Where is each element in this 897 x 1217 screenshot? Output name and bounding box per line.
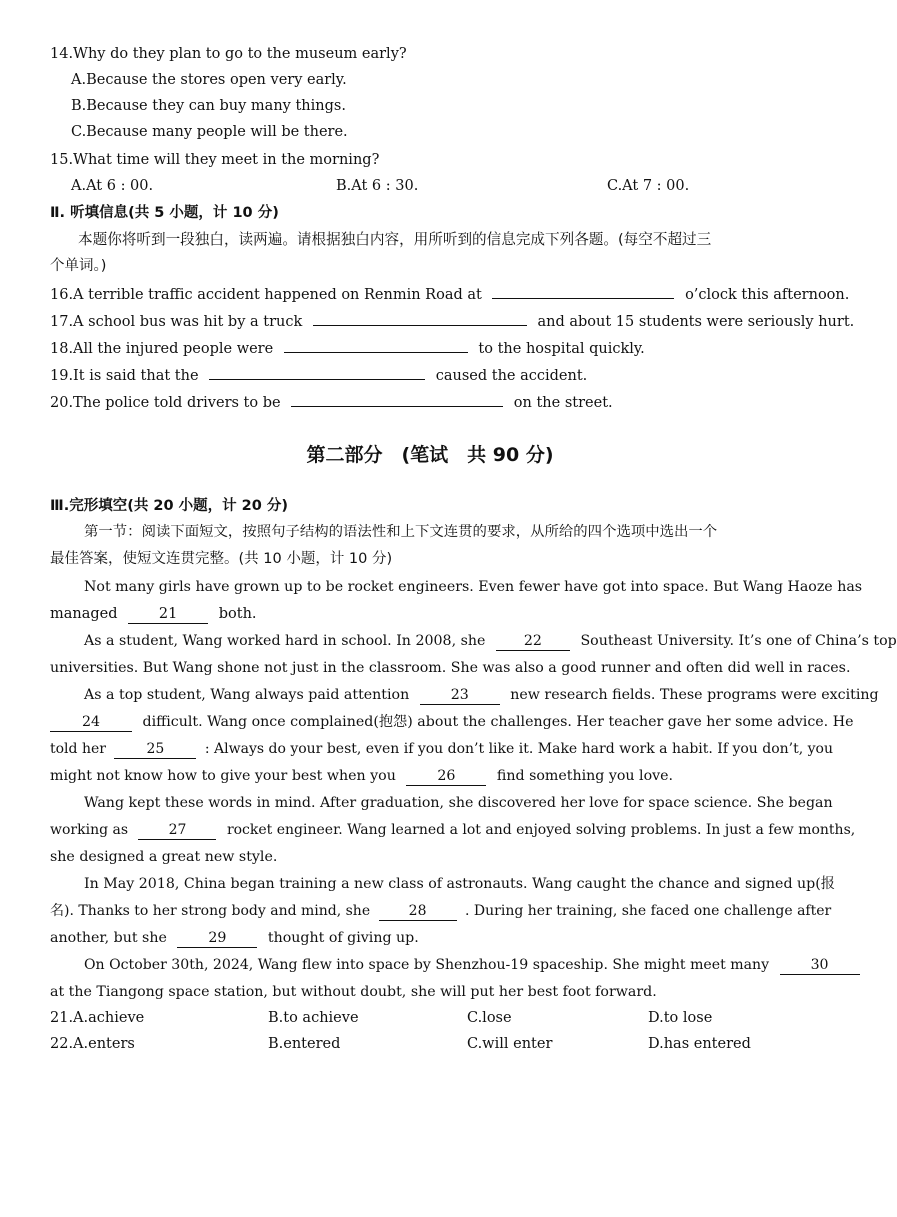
section-3-instruction-line2: 最佳答案，使短文连贯完整。(共 10 小题，计 10 分)	[50, 551, 393, 567]
passage-text: As a student, Wang worked hard in school. In 2008, she	[84, 633, 486, 649]
question-22-option-b: B.entered	[268, 1036, 341, 1052]
blank-25[interactable]: 25	[114, 740, 196, 759]
question-14-option-b: B.Because they can buy many things.	[71, 98, 346, 114]
section-2-heading: Ⅱ. 听填信息(共 5 小题，计 10 分)	[50, 205, 279, 221]
question-21-option-b: B.to achieve	[268, 1010, 359, 1026]
question-22-option-c: C.will enter	[467, 1036, 553, 1052]
blank-26[interactable]: 26	[406, 767, 486, 786]
question-17-before: 17.A school bus was hit by a truck	[50, 314, 303, 330]
question-20	[50, 391, 613, 413]
question-18-before: 18.All the injured people were	[50, 341, 274, 357]
question-18	[50, 337, 645, 359]
blank-28[interactable]: 28	[379, 902, 457, 921]
blank-30[interactable]: 30	[780, 956, 860, 975]
passage-p2-line2: universities. But Wang shone not just in the classroom. She was also a good runner and often did well in races.	[50, 660, 851, 676]
passage-p5-line1: In May 2018, China began training a new class of astronauts. Wang caught the chance and signed up(报	[84, 876, 835, 892]
blank-22[interactable]: 22	[496, 632, 570, 651]
passage-text: . During her training, she faced one challenge after	[465, 903, 832, 919]
passage-text: told her	[50, 741, 106, 757]
passage-text: working as	[50, 822, 129, 838]
section-2-instruction-line1: 本题你将听到一段独白，读两遍。请根据独白内容，用所听到的信息完成下列各题。(每空不超过三	[78, 231, 712, 248]
passage-text: managed	[50, 606, 118, 622]
passage-text: Southeast University. It’s one of China’s top	[580, 633, 897, 649]
blank-29[interactable]: 29	[177, 929, 257, 948]
answer-blank-20[interactable]	[291, 391, 503, 407]
question-17	[50, 310, 854, 332]
passage-text: difficult. Wang once complained(抱怨) about the challenges. Her teacher gave her some advice. He	[142, 714, 854, 730]
passage-text: : Always do your best, even if you don’t like it. Make hard work a habit. If you don’t, you	[204, 741, 833, 757]
passage-text: thought of giving up.	[267, 930, 419, 946]
blank-27[interactable]: 27	[138, 821, 216, 840]
passage-text: On October 30th, 2024, Wang flew into space by Shenzhou-19 spaceship. She might meet many	[84, 957, 770, 973]
section-3-instruction-line1: 第一节：阅读下面短文，按照句子结构的语法性和上下文连贯的要求，从所给的四个选项中选出一个	[84, 524, 718, 540]
question-18-after: to the hospital quickly.	[478, 341, 645, 357]
passage-p3-line2	[50, 712, 853, 732]
passage-text: rocket engineer. Wang learned a lot and enjoyed solving problems. In just a few months,	[226, 822, 856, 838]
part-2-title: 第二部分 (笔试 共 90 分)	[306, 444, 554, 466]
passage-text: find something you love.	[496, 768, 674, 784]
passage-p4-line3: she designed a great new style.	[50, 849, 278, 865]
passage-p3-line3	[50, 739, 833, 759]
passage-text: As a top student, Wang always paid attention	[84, 687, 410, 703]
passage-text: new research fields. These programs were exciting	[510, 687, 879, 703]
question-16-before: 16.A terrible traffic accident happened on Renmin Road at	[50, 287, 482, 303]
question-15-option-c: C.At 7 : 00.	[607, 178, 690, 194]
section-2-instruction-line2: 个单词。)	[50, 258, 107, 274]
question-14-option-a: A.Because the stores open very early.	[71, 72, 347, 88]
passage-p5-line3	[50, 928, 419, 948]
question-15-option-a: A.At 6 : 00.	[71, 178, 154, 194]
answer-blank-19[interactable]	[209, 364, 425, 380]
passage-p1-line2	[50, 604, 257, 624]
question-15-option-b: B.At 6 : 30.	[336, 178, 419, 194]
blank-21[interactable]: 21	[128, 605, 208, 624]
question-15-stem: 15.What time will they meet in the morning?	[50, 152, 380, 168]
question-16-after: o’clock this afternoon.	[685, 287, 850, 303]
passage-p6-line2: at the Tiangong space station, but without doubt, she will put her best foot forward.	[50, 984, 657, 1000]
passage-text: might not know how to give your best when you	[50, 768, 396, 784]
answer-blank-16[interactable]	[492, 283, 674, 299]
question-14-option-c: C.Because many people will be there.	[71, 124, 348, 140]
question-19-before: 19.It is said that the	[50, 368, 199, 384]
passage-p6-line1	[84, 955, 860, 975]
passage-text: both.	[218, 606, 257, 622]
passage-p5-line2	[50, 901, 831, 921]
passage-p1-line1: Not many girls have grown up to be rocket engineers. Even fewer have got into space. But Wang Haoze has	[84, 579, 863, 595]
passage-p2-line1	[84, 631, 897, 651]
question-21-option-a: 21.A.achieve	[50, 1010, 145, 1026]
question-21-option-d: D.to lose	[648, 1010, 713, 1026]
passage-text: 名). Thanks to her strong body and mind, she	[50, 903, 371, 919]
answer-blank-17[interactable]	[313, 310, 527, 326]
question-19	[50, 364, 587, 386]
passage-p3-line4	[50, 766, 673, 786]
question-20-after: on the street.	[513, 395, 613, 411]
question-22-option-d: D.has entered	[648, 1036, 751, 1052]
blank-24[interactable]: 24	[50, 713, 132, 732]
passage-p4-line1: Wang kept these words in mind. After graduation, she discovered her love for space science. She began	[84, 795, 833, 811]
question-19-after: caused the accident.	[435, 368, 588, 384]
passage-p4-line2	[50, 820, 855, 840]
question-16	[50, 283, 849, 305]
passage-text: another, but she	[50, 930, 167, 946]
question-21-option-c: C.lose	[467, 1010, 512, 1026]
section-3-heading: Ⅲ.完形填空(共 20 小题，计 20 分)	[50, 498, 289, 514]
passage-p3-line1	[84, 685, 879, 705]
question-17-after: and about 15 students were seriously hurt.	[537, 314, 855, 330]
blank-23[interactable]: 23	[420, 686, 500, 705]
question-20-before: 20.The police told drivers to be	[50, 395, 281, 411]
question-14-stem: 14.Why do they plan to go to the museum early?	[50, 46, 407, 62]
question-22-option-a: 22.A.enters	[50, 1036, 135, 1052]
answer-blank-18[interactable]	[284, 337, 468, 353]
